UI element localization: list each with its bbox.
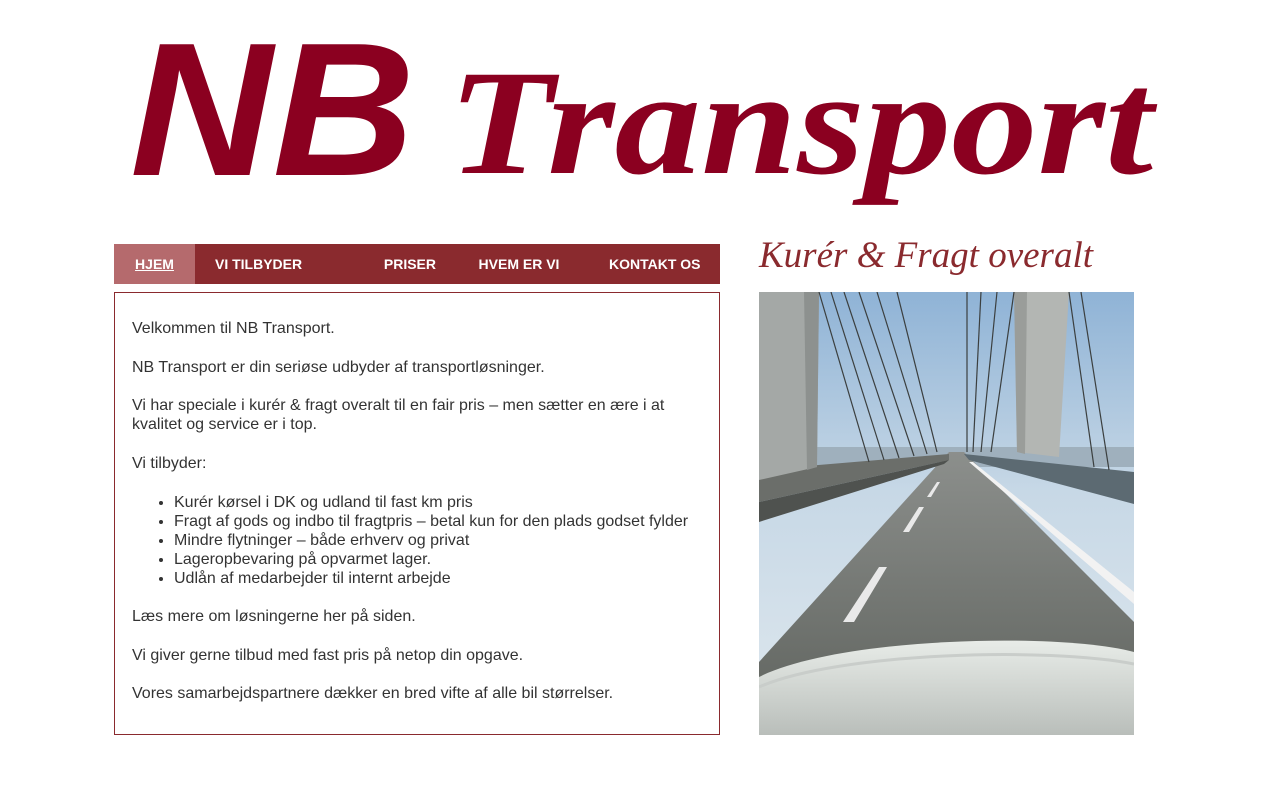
list-item: • Kurér kørsel i DK og udland til fast km pris bbox=[174, 493, 702, 512]
list-item: • Udlån af medarbejder til internt arbejde bbox=[174, 569, 702, 588]
nav-item-hvem-er-vi[interactable]: HVEM ER VI bbox=[478, 256, 560, 272]
nav-item-vi-tilbyder[interactable]: VI TILBYDER bbox=[215, 256, 303, 272]
partners-text: Vores samarbejdspartnere dækker en bred vifte af alle bil størrelser. bbox=[132, 685, 614, 702]
bridge-road-photo bbox=[759, 292, 1134, 735]
list-item: • Mindre flytninger – både erhverv og privat bbox=[174, 531, 702, 550]
speciality-text: Vi har speciale i kurér & fragt overalt til en fair pris – men sætter en ære i at kvalitet og service er i top. bbox=[132, 397, 665, 433]
read-more-text: Læs mere om løsningerne her på siden. bbox=[132, 608, 416, 625]
main-nav bbox=[114, 244, 720, 284]
page-headline: Kurér & Fragt overalt bbox=[759, 235, 1094, 276]
offer-heading: Vi tilbyder: bbox=[132, 454, 207, 472]
welcome-text: Velkommen til NB Transport. bbox=[132, 320, 335, 337]
nav-item-hjem[interactable]: HJEM bbox=[114, 244, 195, 284]
list-item: • Fragt af gods og indbo til fragtpris – betal kun for den plads godset fylder bbox=[174, 512, 702, 531]
main-content bbox=[114, 292, 720, 735]
logo-nb: NB bbox=[130, 20, 415, 215]
logo-transport: Transport bbox=[448, 40, 1158, 206]
site-logo[interactable] bbox=[130, 20, 1160, 215]
offer-price-text: Vi giver gerne tilbud med fast pris på netop din opgave. bbox=[132, 646, 524, 664]
nav-item-kontakt-os[interactable]: KONTAKT OS bbox=[609, 256, 701, 272]
offer-list bbox=[132, 493, 702, 588]
list-item: • Lageropbevaring på opvarmet lager. bbox=[174, 550, 702, 569]
intro-text: NB Transport er din seriøse udbyder af transportløsninger. bbox=[132, 358, 545, 376]
nav-item-priser[interactable]: PRISER bbox=[383, 256, 436, 272]
logo-graphic bbox=[130, 20, 1160, 215]
